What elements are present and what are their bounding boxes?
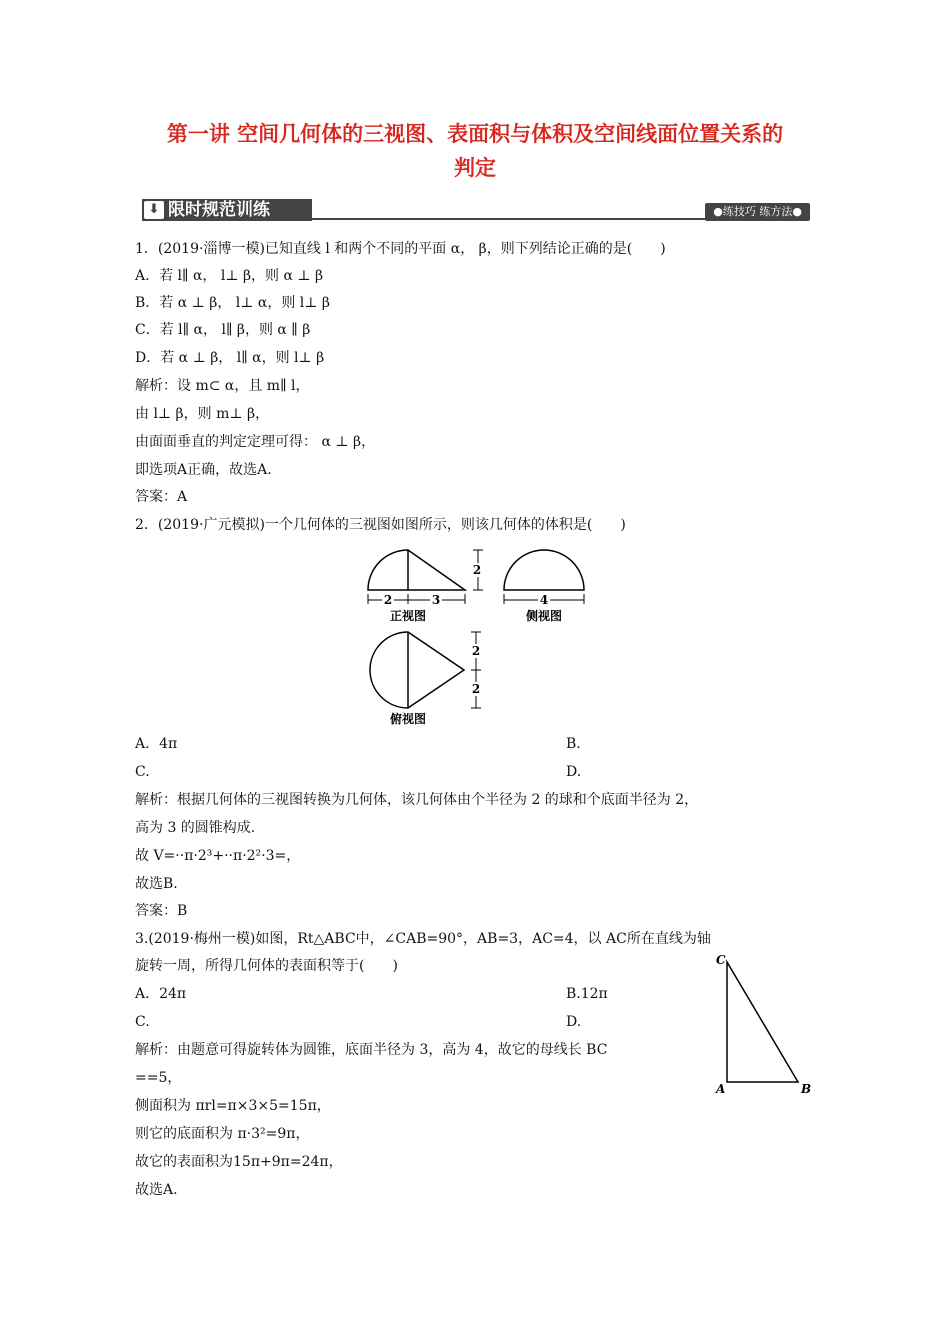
title-line-1: 第一讲 空间几何体的三视图、表面积与体积及空间线面位置关系的 [166,122,784,146]
q2-option-c: C. [135,764,150,780]
q1-option-a: A．若 l∥ α， l⊥ β，则 α ⊥ β [135,268,324,284]
side-view-shape [504,550,584,590]
q3-solution-6: 故选A. [135,1182,178,1198]
q3-option-b: B.12π [566,986,608,1002]
side-view-caption: 侧视图 [525,609,563,623]
title-line-2: 判定 [454,156,496,180]
q1-solution-2: 由 l⊥ β，则 m⊥ β， [135,406,270,422]
q2-solution-1: 解析：根据几何体的三视图转换为几何体，该几何体由个半径为 2 的球和个底面半径为 2， [135,792,699,808]
q3-option-d: D. [566,1014,582,1030]
q1-solution-1: 解析：设 m⊂ α，且 m∥ l， [135,378,310,394]
q2-solution-4: 故选B. [135,876,178,892]
vertex-b-label: B [801,1082,812,1096]
dim-4: 4 [539,593,549,607]
vertex-a-label: A [716,1082,726,1096]
q1-stem: 1．(2019·淄博一模)已知直线 l 和两个不同的平面 α， β，则下列结论正确的是( ) [135,241,666,257]
dim-height: 2 [472,563,482,577]
q3-stem-2: 旋转一周，所得几何体的表面积等于( ) [135,958,398,974]
triangle-figure [712,950,817,1100]
download-arrow-icon: ⬇ [144,201,164,219]
q2-option-b: B. [566,736,581,752]
q3-stem-1: 3.(2019·梅州一模)如图，Rt△ABC中，∠CAB=90°，AB=3，AC=4，以 AC所在直线为轴 [135,931,711,947]
q3-option-c: C. [135,1014,150,1030]
q2-solution-2: 高为 3 的圆锥构成. [135,820,256,836]
top-view-shape [370,632,464,708]
q3-option-a: A．24π [135,986,187,1002]
front-view-shape [368,550,465,590]
q1-solution-3: 由面面垂直的判定定理可得： α ⊥ β， [135,434,376,450]
dim-top-1: 2 [471,644,481,658]
q2-stem: 2．(2019·广元模拟)一个几何体的三视图如图所示，则该几何体的体积是( ) [135,517,626,533]
q1-option-c: C．若 l∥ α， l∥ β，则 α ∥ β [135,322,311,338]
q1-option-b: B．若 α ⊥ β， l⊥ α，则 l⊥ β [135,295,330,311]
q3-solution-2: ==5， [135,1070,182,1086]
dim-top-2: 2 [471,682,481,696]
q3-solution-5: 故它的表面积为15π+9π=24π， [135,1154,343,1170]
q2-option-d: D. [566,764,582,780]
top-view-caption: 俯视图 [389,712,427,726]
q1-solution-4: 即选项A正确，故选A. [135,462,272,478]
section-banner [142,199,810,223]
banner-tag: ●练技巧 练方法● [705,203,810,221]
banner-text: 限时规范训练 [168,200,270,220]
dim-2: 2 [383,593,393,607]
three-view-figure [330,542,600,727]
q3-solution-4: 则它的底面积为 π·3²=9π， [135,1126,310,1142]
front-view-caption: 正视图 [389,609,427,623]
q1-option-d: D．若 α ⊥ β， l∥ α，则 l⊥ β [135,350,325,366]
vertex-c-label: C [716,953,726,967]
q3-solution-3: 侧面积为 πrl=π×3×5=15π， [135,1098,331,1114]
q2-answer: 答案：B [135,903,188,919]
dim-3: 3 [431,593,441,607]
q2-option-a: A．4π [135,736,178,752]
q1-answer: 答案：A [135,489,188,505]
q2-solution-3: 故 V=··π·2³+··π·2²·3=， [135,848,301,864]
q3-solution-1: 解析：由题意可得旋转体为圆锥，底面半径为 3，高为 4，故它的母线长 BC [135,1042,608,1058]
banner-label [142,199,312,221]
